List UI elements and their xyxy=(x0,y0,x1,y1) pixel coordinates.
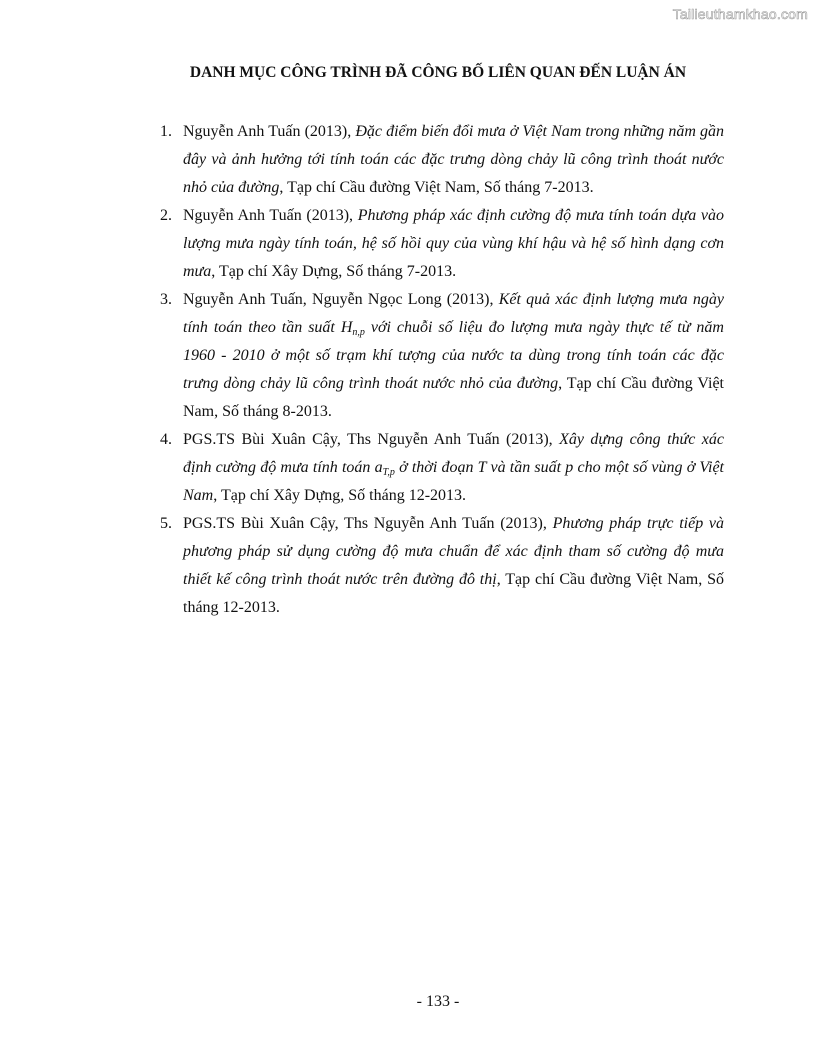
citation-text: , Tạp chí Cầu đường Việt Nam, Số tháng 8-2013. xyxy=(183,375,725,420)
citation-text: PGS.TS Bùi Xuân Cậy, Ths Nguyễn Anh Tuấn (2013), xyxy=(183,515,553,532)
item-number: 1. xyxy=(160,123,172,140)
subscript: T,p xyxy=(382,467,395,478)
page-number: - 133 - xyxy=(416,993,460,1010)
citation-text: , Tạp chí Cầu đường Việt Nam, Số tháng 12-2013. xyxy=(183,571,724,616)
publication-title: Đặc điểm biến đổi mưa ở Việt Nam trong những năm gần đây và ảnh hưởng tới tính toán các đặc trưng dòng chảy lũ công trình thoát nước nhỏ của đường xyxy=(183,123,724,196)
publication-list xyxy=(160,118,724,622)
publication-item xyxy=(160,426,724,510)
citation-text: Nguyễn Anh Tuấn (2013), xyxy=(183,207,358,224)
publication-title: Phương pháp trực tiếp và phương pháp sử dụng cường độ mưa chuẩn để xác định tham số cường độ mưa thiết kế công trình thoát nước trên đường đô thị xyxy=(183,515,724,588)
citation-text: , Tạp chí Xây Dựng, Số tháng 7-2013. xyxy=(211,263,457,280)
item-number: 4. xyxy=(160,431,172,448)
publication-item xyxy=(160,510,724,622)
publication-title: Phương pháp xác định cường độ mưa tính toán dựa vào lượng mưa ngày tính toán, hệ số hồi quy của vùng khí hậu và hệ số hình dạng cơn mưa xyxy=(183,207,724,280)
citation-text: Nguyễn Anh Tuấn, Nguyễn Ngọc Long (2013), xyxy=(183,291,499,308)
citation-text: , Tạp chí Cầu đường Việt Nam, Số tháng 7-2013. xyxy=(279,179,594,196)
publication-title: Xây dựng công thức xác định cường độ mưa tính toán a xyxy=(183,431,725,476)
item-number: 2. xyxy=(160,207,172,224)
publication-title: Kết quả xác định lượng mưa ngày tính toán theo tần suất H xyxy=(183,291,725,336)
publication-item xyxy=(160,202,724,286)
item-number: 3. xyxy=(160,291,172,308)
item-number: 5. xyxy=(160,515,172,532)
publication-item xyxy=(160,286,724,426)
publication-title: ở thời đoạn T và tần suất p cho một số vùng ở Việt Nam xyxy=(183,459,725,504)
page-title: DANH MỤC CÔNG TRÌNH ĐÃ CÔNG BỐ LIÊN QUAN ĐẾN LUẬN ÁN xyxy=(189,64,687,81)
publication-item xyxy=(160,118,724,202)
citation-text: Nguyễn Anh Tuấn (2013), xyxy=(183,123,356,140)
subscript: n,p xyxy=(352,327,365,338)
citation-text: PGS.TS Bùi Xuân Cậy, Ths Nguyễn Anh Tuấn (2013), xyxy=(183,431,560,448)
watermark: Tailieuthamkhao.com xyxy=(672,6,808,22)
citation-text: , Tạp chí Xây Dựng, Số tháng 12-2013. xyxy=(213,487,467,504)
publication-title: với chuỗi số liệu đo lượng mưa ngày thực tế từ năm 1960 - 2010 ở một số trạm khí tượng của nước ta dùng trong tính toán các đặc trưng dòng chảy lũ công trình thoát nước nhỏ của đường xyxy=(183,319,724,392)
